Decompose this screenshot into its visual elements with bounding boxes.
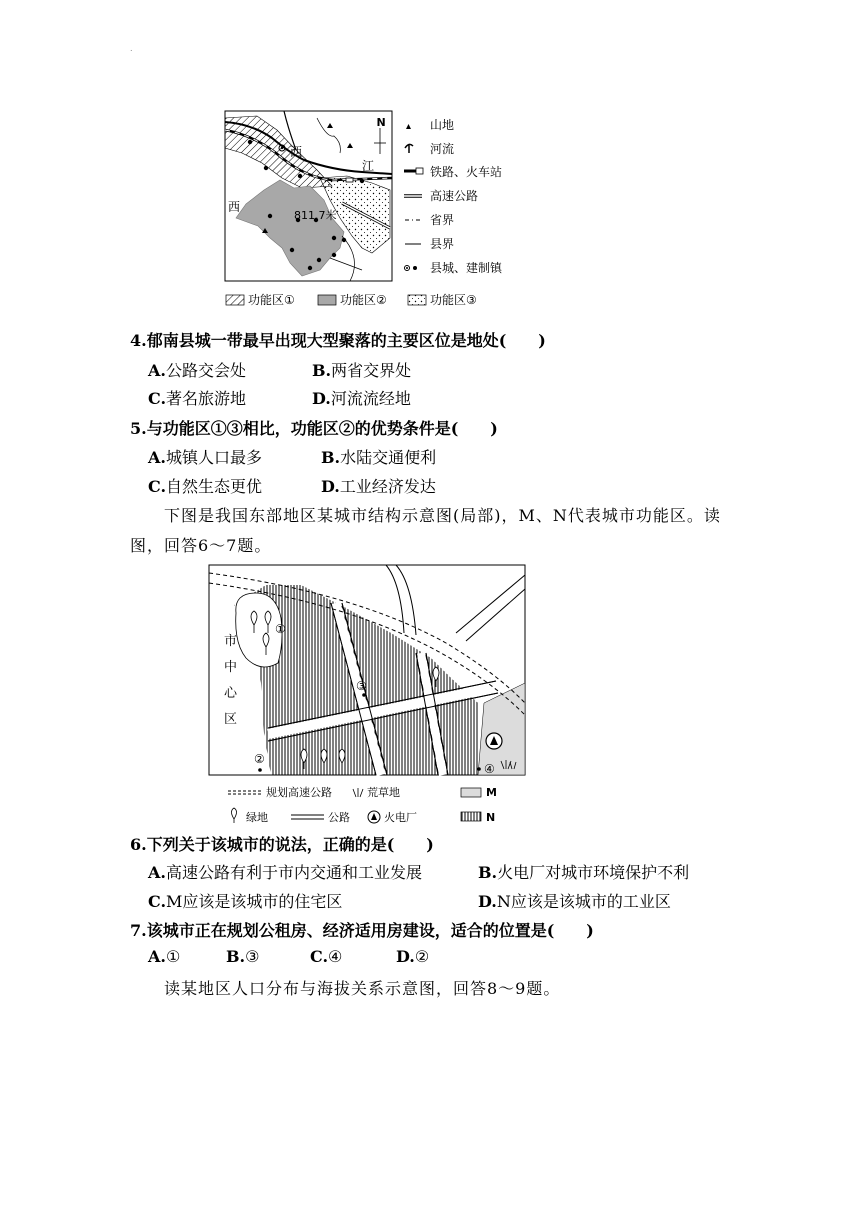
- q7-option-a[interactable]: A.①: [148, 947, 181, 966]
- q5-option-c[interactable]: C.自然生态更优: [148, 477, 263, 496]
- svg-text:县界: 县界: [430, 237, 455, 251]
- m-zone-icon: [461, 788, 481, 797]
- svg-text:N: N: [486, 811, 496, 824]
- q4-option-b[interactable]: B.两省交界处: [312, 361, 412, 380]
- county-map: [222, 108, 522, 313]
- side-label-2: 中: [224, 660, 238, 675]
- marker-2: ②: [254, 752, 265, 766]
- svg-text:铁路、火车站: 铁路、火车站: [430, 165, 503, 179]
- zone-2-swatch: [318, 295, 336, 305]
- q5-option-a[interactable]: A.城镇人口最多: [148, 448, 262, 467]
- map1-legend-bottom: [226, 292, 477, 307]
- railway-station-icon: [404, 168, 423, 174]
- side-label-4: 区: [224, 712, 238, 727]
- q7-option-c[interactable]: C.④: [310, 947, 343, 966]
- q6-option-d[interactable]: D.N应该是该城市的工业区: [478, 892, 671, 911]
- q4-option-c[interactable]: C.著名旅游地: [148, 389, 247, 408]
- svg-text:功能区③: 功能区③: [430, 293, 477, 307]
- q7-option-b[interactable]: B.③: [226, 947, 260, 966]
- svg-text:公路: 公路: [328, 811, 350, 824]
- svg-text:高速公路: 高速公路: [430, 189, 479, 203]
- svg-text:山地: 山地: [430, 118, 455, 132]
- map1-legend-right: [404, 117, 503, 275]
- zone-1-swatch: [226, 295, 244, 305]
- marker-1: ①: [275, 622, 286, 636]
- intro-6-7-line1: 下图是我国东部地区某城市结构示意图(局部)，M、N代表城市功能区。读: [164, 506, 721, 525]
- svg-text:河流: 河流: [430, 142, 455, 156]
- city-structure-map: [206, 563, 532, 825]
- question-4-stem: 4.郁南县城一带最早出现大型聚落的主要区位是地处( ): [130, 331, 546, 350]
- area-label-xi: 西: [228, 200, 241, 214]
- river-label-xi: 西: [290, 145, 303, 159]
- svg-text:规划高速公路: 规划高速公路: [266, 786, 332, 799]
- marker-3: ③: [356, 679, 367, 693]
- q4-option-a[interactable]: A.公路交会处: [148, 361, 246, 380]
- question-6-stem: 6.下列关于该城市的说法，正确的是( ): [130, 835, 434, 854]
- q6-option-c[interactable]: C.M应该是该城市的住宅区: [148, 892, 343, 911]
- svg-text:功能区①: 功能区①: [248, 293, 295, 307]
- river-icon: [405, 144, 413, 153]
- question-5-stem: 5.与功能区①③相比，功能区②的优势条件是( ): [130, 419, 498, 438]
- side-label-1: 市: [224, 634, 238, 649]
- map2-legend: [228, 785, 497, 824]
- svg-text:省界: 省界: [430, 213, 455, 227]
- q7-option-d[interactable]: D.②: [396, 947, 430, 966]
- q6-option-a[interactable]: A.高速公路有利于市内交通和工业发展: [148, 863, 422, 882]
- zone-3-swatch: [408, 295, 426, 305]
- wasteland-icon: [353, 788, 363, 797]
- svg-text:县城、建制镇: 县城、建制镇: [430, 261, 503, 275]
- side-label-3: 心: [224, 686, 238, 701]
- svg-text:绿地: 绿地: [246, 811, 268, 824]
- elevation-label: 811.7米: [294, 209, 337, 222]
- svg-text:M: M: [486, 786, 497, 799]
- q4-option-d[interactable]: D.河流流经地: [312, 389, 411, 408]
- intro-8-9: 读某地区人口分布与海拔关系示意图，回答8～9题。: [164, 979, 561, 998]
- q5-option-d[interactable]: D.工业经济发达: [321, 477, 436, 496]
- river-label-jiang: 江: [362, 159, 375, 173]
- svg-text:荒草地: 荒草地: [367, 786, 400, 799]
- page-mark: .: [130, 44, 133, 53]
- north-arrow-label: N: [376, 116, 386, 129]
- q6-option-b[interactable]: B.火电厂对城市环境保护不利: [478, 863, 690, 882]
- marker-4: ④: [484, 762, 495, 776]
- q5-option-b[interactable]: B.水陆交通便利: [321, 448, 437, 467]
- n-zone-icon: [461, 812, 481, 821]
- svg-text:功能区②: 功能区②: [340, 293, 387, 307]
- intro-6-7-line2: 图，回答6～7题。: [130, 536, 272, 555]
- mountain-icon: [406, 124, 411, 129]
- svg-text:火电厂: 火电厂: [384, 811, 417, 824]
- green-space-icon: [232, 808, 237, 823]
- town-icon: [405, 266, 418, 271]
- question-7-stem: 7.该城市正在规划公租房、经济适用房建设，适合的位置是( ): [130, 921, 594, 940]
